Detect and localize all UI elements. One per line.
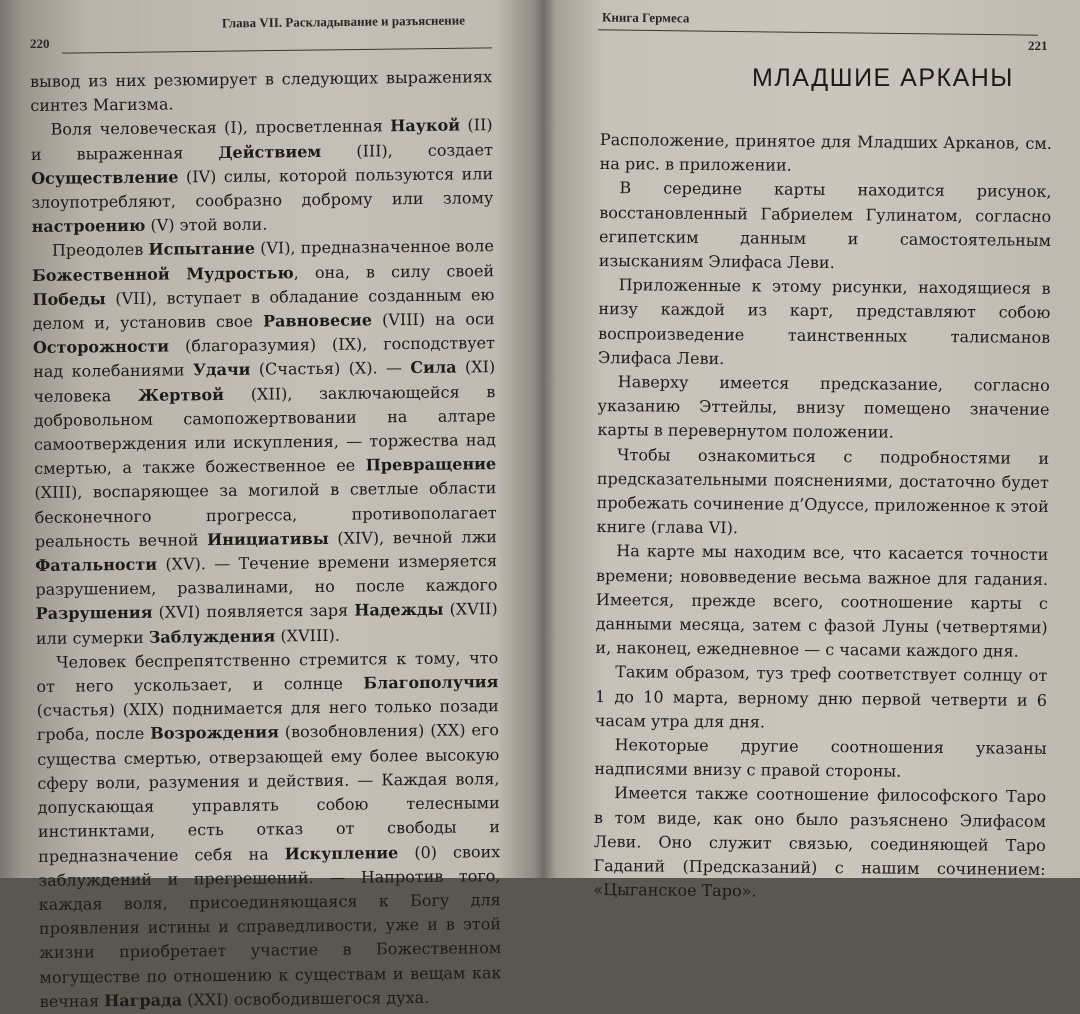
right-page xyxy=(540,0,1080,901)
left-paragraph-1: вывод из них резюмирует в следующих выражениях синтез Магизма. xyxy=(30,67,493,116)
left-body-text xyxy=(30,65,502,1014)
right-paragraph-3: Приложенные к этому рисунки, находящиеся в низу каждой из карт, представляют собою воспроизведение таинственных талисманов Элифаса Леви. xyxy=(597,275,1051,368)
left-header-rule xyxy=(62,47,492,53)
section-title: МЛАДШИЕ АРКАНЫ xyxy=(752,64,1014,92)
emphasis-term: Возрождения xyxy=(150,722,280,744)
emphasis-term: Искупление xyxy=(284,842,399,863)
emphasis-term: Действием xyxy=(218,141,322,162)
emphasis-term: Божественной Мудростью xyxy=(32,262,294,285)
right-header-rule xyxy=(598,29,1038,35)
right-page-number: 221 xyxy=(1028,38,1048,53)
right-paragraph-6: На карте мы находим все, что касается точности времени; нововведение весьма важное для гадания. Имеется, прежде всего, соотношение карты с данными месяца, затем с фазой Луны (четвертями) и, наконец, ежедневное — с часами каждого дня. xyxy=(595,541,1049,661)
emphasis-term: Наукой xyxy=(390,115,461,136)
left-paragraph-3: Преодолев Испытание (VI), предназначенное воле Божественной Мудростью, она, в силу своей Победы (VII), вступает в обладание созданным ею делом и, установив свое Равновесие (VIII) на оси Осторожности (благоразумия) (IX), господствует над колебаниями Удачи (Счастья) (X). — Сила (XI) человека Жертвой (XII), заключающейся в добровольном самопожертвовании на алтаре самоотверждения или искупления, — торжества над смертью, а также божественное ее Превращение (XIII), воспаряющее за могилой в светлые области бесконечного прогресса, противополагает реальность вечной Инициативы (XIV), вечной лжи Фатальности (XV). — Течение времени измеряется разрушением, развалинами, но после каждого Разрушения (XVI) появляется заря Надежды (XVII) или сумерки Заблуждения (XVIII). xyxy=(32,236,498,648)
left-page-number: 220 xyxy=(30,36,50,51)
right-paragraph-8: Некоторые другие соотношения указаны надписями внизу с правой стороны. xyxy=(594,735,1047,781)
emphasis-term: Разрушения xyxy=(35,603,153,624)
emphasis-term: Превращение xyxy=(365,454,497,475)
emphasis-term: Осторожности xyxy=(32,336,170,358)
emphasis-term: Сила xyxy=(410,357,457,378)
emphasis-term: Удачи xyxy=(192,360,251,380)
emphasis-term: Фатальности xyxy=(35,554,158,576)
emphasis-term: Осуществление xyxy=(31,167,179,188)
emphasis-term: Равновесие xyxy=(262,310,373,331)
right-running-head: Книга Гермеса xyxy=(601,9,690,26)
emphasis-term: Инициативы xyxy=(206,528,329,550)
emphasis-term: Жертвой xyxy=(137,384,225,405)
emphasis-term: Надежды xyxy=(354,600,444,621)
right-paragraph-7: Таким образом, туз треф соответствует солнцу от 1 до 10 марта, верному дню первой четверти и 6 часам утра для дня. xyxy=(594,662,1048,732)
emphasis-term: Заблуждения xyxy=(148,626,276,647)
right-paragraph-4: Наверху имеется предсказание, согласно указанию Эттейлы, внизу помещено значение карты в перевернутом положении. xyxy=(597,372,1050,443)
emphasis-term: Испытание xyxy=(148,239,256,260)
right-body-text xyxy=(593,128,1052,906)
left-paragraph-4: Человек беспрепятственно стремится к тому, что от него ускользает, и солнце Благополучия (счастья) (XIX) поднимается для него только позади гроба, после Возрождения (возобновления) (XX) его существа смертью, отверзающей ему более высокую сферу воли, разумения и действия. — Каждая воля, допускающая управлять собою телесными инстинктами, есть отказ от свободы и предназначение себя на Искупление (0) своих заблуждений и прегрешений. — Напротив того, каждая воля, присоединяющаяся к Богу для проявления истины и справедливости, уже и в этой жизни приобретает участие в Божественном могуществе по отношению к существам и вещам как вечная Награда (XXI) освободившегося духа. xyxy=(36,648,502,1011)
emphasis-term: Благополучия xyxy=(363,672,499,693)
left-page xyxy=(0,0,535,1011)
right-paragraph-2: В середине карты находится рисунок, восстановленный Габриелем Гулинатом, согласно египетским данным и самостоятельным изысканиям Элифаса Леви. xyxy=(598,178,1052,273)
left-running-head: Глава VII. Раскладывание и разъяснение xyxy=(221,12,466,31)
left-paragraph-2: Воля человеческая (I), просветленная Наукой (II) и выраженная Действием (III), создает Осуществление (IV) силы, которой пользуются или злоупотребляют, сообразно доброму или злому настроению (V) этой воли. xyxy=(30,115,494,237)
emphasis-term: настроению xyxy=(31,216,146,237)
emphasis-term: Победы xyxy=(32,289,106,309)
right-paragraph-1: Расположение, принятое для Младших Арканов, см. на рис. в приложении. xyxy=(599,129,1052,175)
right-paragraph-5: Чтобы ознакомиться с подробностями и предсказательными пояснениями, достаточно будет пробежать сочинение д’Одуссе, приложенное к этой книге (глава VI). xyxy=(596,444,1050,538)
right-paragraph-9: Имеется также соотношение философского Таро в том виде, как оно было разъяснено Элифасом Леви. Оно служит связью, соединяющей Таро Гаданий (Предсказаний) с нашим сочинением: «Цыганское Таро». xyxy=(593,783,1047,901)
emphasis-term: Награда xyxy=(104,990,183,1010)
